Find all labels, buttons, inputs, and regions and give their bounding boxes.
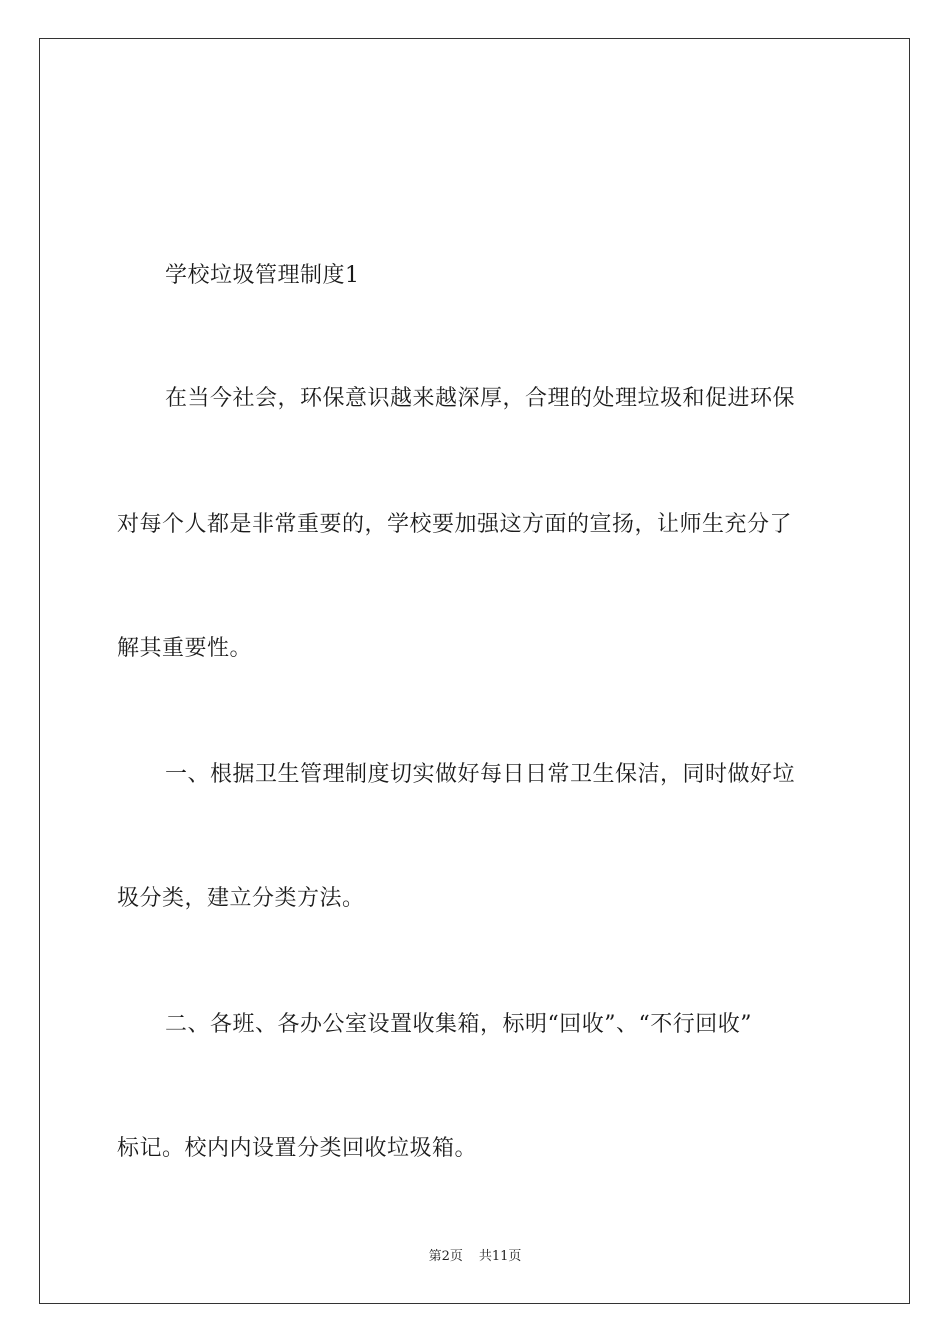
paragraph-line: 对每个人都是非常重要的，学校要加强这方面的宣扬，让师生充分了 — [117, 512, 793, 537]
document-title: 学校垃圾管理制度1 — [165, 263, 360, 288]
paragraph-line: 解其重要性。 — [117, 636, 253, 661]
paragraph-line: 一、根据卫生管理制度切实做好每日日常卫生保洁，同时做好垃 — [165, 762, 796, 787]
page-total: 共11页 — [478, 1249, 522, 1264]
page-footer — [0, 1248, 950, 1266]
paragraph-line: 在当今社会，环保意识越来越深厚，合理的处理垃圾和促进环保 — [165, 386, 796, 411]
page-border — [39, 38, 910, 1304]
page-number: 第2页 — [428, 1249, 463, 1264]
paragraph-line: 二、各班、各办公室设置收集箱，标明“回收”、“不行回收” — [165, 1012, 752, 1037]
paragraph-line: 标记。校内内设置分类回收垃圾箱。 — [117, 1136, 478, 1161]
paragraph-line: 圾分类，建立分类方法。 — [117, 886, 365, 911]
